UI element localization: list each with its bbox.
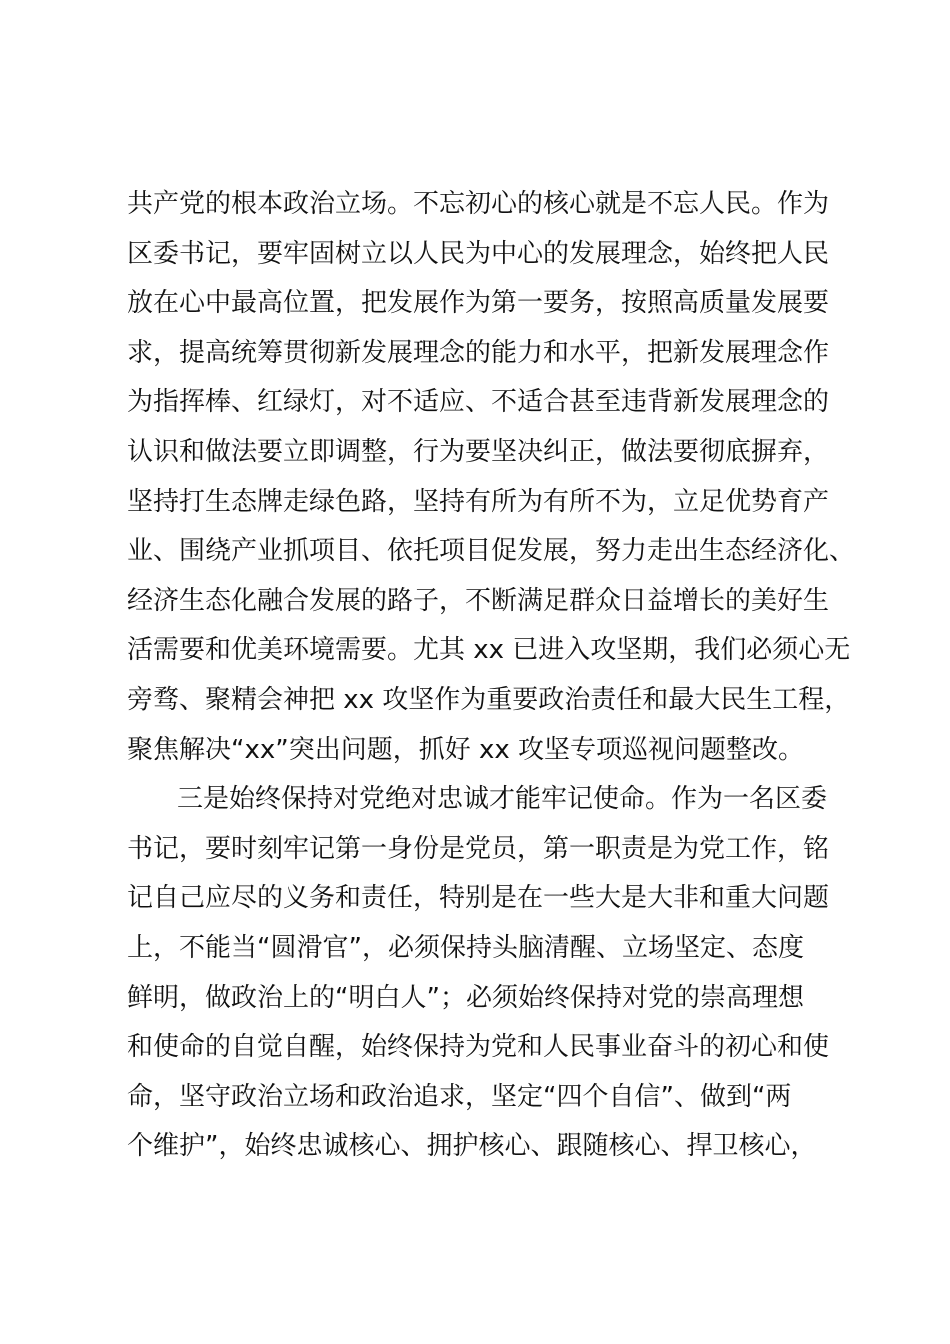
text-line: 放在心中最高位置，把发展作为第一要务，按照高质量发展要 (127, 288, 830, 319)
text-line: 书记，要时刻牢记第一身份是党员，第一职责是为党工作，铭 (127, 833, 830, 864)
text-line: 聚焦解决“xx”突出问题，抓好 xx 攻坚专项巡视问题整改。 (127, 734, 805, 765)
paragraph-start-line: 三是始终保持对党绝对忠诚才能牢记使命。作为一名区委 (177, 784, 828, 815)
text-line: 区委书记，要牢固树立以人民为中心的发展理念，始终把人民 (127, 238, 830, 269)
body-text (127, 180, 856, 1172)
text-line: 旁骛、聚精会神把 xx 攻坚作为重要政治责任和最大民生工程， (127, 684, 851, 715)
text-line: 经济生态化融合发展的路子，不断满足群众日益增长的美好生 (127, 585, 830, 616)
text-line: 求，提高统筹贯彻新发展理念的能力和水平，把新发展理念作 (127, 337, 830, 368)
text-line: 业、围绕产业抓项目、依托项目促发展，努力走出生态经济化、 (127, 536, 856, 567)
text-line: 活需要和优美环境需要。尤其 xx 已进入攻坚期，我们必须心无 (127, 635, 851, 666)
text-line: 鲜明，做政治上的“明白人”；必须始终保持对党的崇高理想 (127, 982, 804, 1013)
text-line: 认识和做法要立即调整，行为要坚决纠正，做法要彻底摒弃， (127, 436, 830, 467)
text-line: 个维护”，始终忠诚核心、拥护核心、跟随核心、捍卫核心， (127, 1131, 817, 1162)
text-line: 坚持打生态牌走绿色路，坚持有所为有所不为，立足优势育产 (127, 486, 830, 517)
text-line: 为指挥棒、红绿灯，对不适应、不适合甚至违背新发展理念的 (127, 387, 830, 418)
text-line: 和使命的自觉自醒，始终保持为党和人民事业奋斗的初心和使 (127, 1032, 830, 1063)
text-line: 记自己应尽的义务和责任，特别是在一些大是大非和重大问题 (127, 883, 830, 914)
text-line: 上，不能当“圆滑官”，必须保持头脑清醒、立场坚定、态度 (127, 932, 804, 963)
text-line: 共产党的根本政治立场。不忘初心的核心就是不忘人民。作为 (127, 189, 830, 219)
text-line: 命，坚守政治立场和政治追求，坚定“四个自信”、做到“两 (127, 1081, 792, 1112)
